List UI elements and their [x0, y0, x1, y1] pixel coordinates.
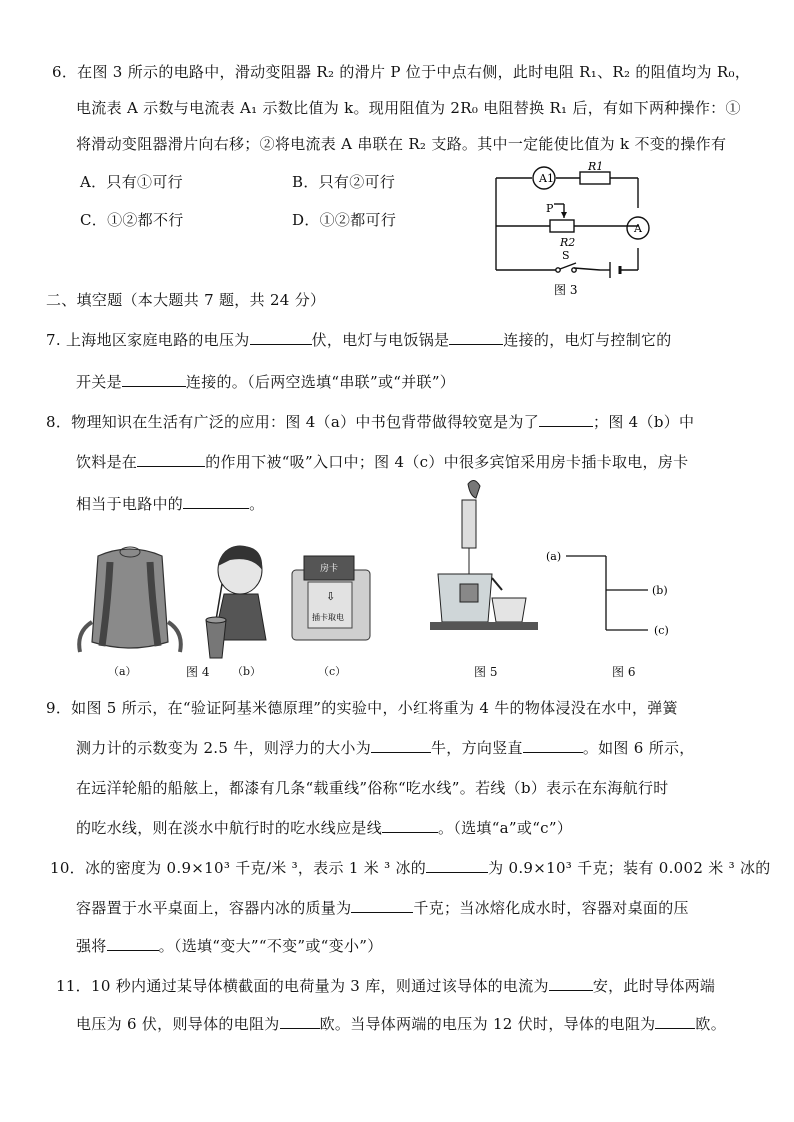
q8-text-3a: 相当于电路中的 [76, 495, 184, 513]
ammeter-a-label: A [634, 222, 642, 235]
r2-label: R2 [560, 236, 576, 249]
q7-text-1a: 7. 上海地区家庭电路的电压为 [46, 331, 250, 349]
archimedes-apparatus-image [430, 478, 540, 634]
fig4-caption: 图 4 [186, 665, 210, 679]
q11-text-2b: 欧。当导体两端的电压为 12 伏时，导体的电阻为 [319, 1015, 656, 1033]
q7-line-2 [76, 372, 455, 392]
q9-line-1: 9．如图 5 所示，在“验证阿基米德原理”的实验中，小红将重为 4 牛的物体浸没在水中，弹簧 [46, 699, 678, 717]
fig3-caption: 图 3 [554, 283, 578, 297]
answer-blank[interactable] [107, 936, 159, 951]
q8-line-1 [46, 412, 694, 432]
q6-option-d: D．①②都可行 [292, 211, 397, 229]
q8-text-3b: 。 [249, 495, 265, 513]
answer-blank[interactable] [250, 330, 312, 345]
q6-line-3: 将滑动变阻器滑片向右移；②将电流表 A 串联在 R₂ 支路。其中一定能使比值为 k 不变的操作有 [76, 135, 727, 153]
q8-line-2 [76, 452, 688, 472]
q8-line-3 [76, 494, 264, 514]
q10-text-1a: 10．冰的密度为 0.9×10³ 千克/米 ³，表示 1 米 ³ 冰的 [50, 859, 427, 877]
answer-blank[interactable] [523, 738, 583, 753]
answer-blank[interactable] [371, 738, 431, 753]
fig5-caption: 图 5 [474, 665, 498, 679]
q6-line-1: 6．在图 3 所示的电路中，滑动变阻器 R₂ 的滑片 P 位于中点右侧，此时电阻 R₁、R₂ 的阻值均为 R₀， [52, 63, 751, 81]
line-a-label: (a) [546, 550, 562, 563]
q11-text-1b: 安，此时导体两端 [592, 977, 716, 995]
fig4-c-label: （c） [318, 665, 347, 678]
q9-line-3: 在远洋轮船的船舷上，都漆有几条“载重线”俗称“吃水线”。若线（b）表示在东海航行时 [76, 779, 669, 797]
q9-text-4a: 的吃水线，则在淡水中航行时的吃水线应是线 [76, 819, 383, 837]
card-label: 房卡 [320, 564, 339, 574]
q11-text-1a: 11．10 秒内通过某导体横截面的电荷量为 3 库，则通过该导体的电流为 [56, 977, 549, 995]
answer-blank[interactable] [137, 452, 205, 467]
q7-text-2b: 连接的。（后两空选填“串联”或“并联”） [185, 373, 456, 391]
answer-blank[interactable] [539, 412, 593, 427]
q10-text-3a: 强将 [76, 937, 107, 955]
q11-line-2 [76, 1014, 726, 1034]
q9-text-2c: 。如图 6 所示， [582, 739, 695, 757]
fig4-a-label: （a） [108, 665, 137, 678]
line-c-label: (c) [654, 624, 669, 637]
q7-text-1b: 伏，电灯与电饭锅是 [311, 331, 450, 349]
boy-drinking-image [200, 540, 276, 664]
q11-text-2a: 电压为 6 伏，则导体的电阻为 [76, 1015, 280, 1033]
fig4-b-label: （b） [232, 665, 262, 678]
q9-line-4 [76, 818, 572, 838]
q9-line-2 [76, 738, 695, 758]
q7-line-1 [46, 330, 672, 350]
q10-line-3 [76, 936, 383, 956]
q10-text-2a: 容器置于水平桌面上，容器内冰的质量为 [76, 899, 352, 917]
answer-blank[interactable] [280, 1014, 320, 1029]
circuit-diagram-fig3 [488, 160, 724, 300]
q8-text-2a: 饮料是在 [76, 453, 138, 471]
q8-text-1a: 8．物理知识在生活有广泛的应用：图 4（a）中书包背带做得较宽是为了 [46, 413, 540, 431]
q11-line-1 [56, 976, 715, 996]
q9-text-2a: 测力计的示数变为 2.5 牛，则浮力的大小为 [76, 739, 371, 757]
r1-label: R1 [588, 160, 604, 173]
line-b-label: (b) [652, 584, 668, 597]
answer-blank[interactable] [382, 818, 438, 833]
load-lines-diagram [540, 544, 680, 644]
answer-blank[interactable] [449, 330, 503, 345]
q7-text-1c: 连接的，电灯与控制它的 [503, 331, 672, 349]
backpack-image [70, 542, 190, 664]
ammeter-a1-label: A1 [539, 172, 554, 185]
q6-option-b: B．只有②可行 [292, 173, 396, 191]
q10-line-2 [76, 898, 689, 918]
answer-blank[interactable] [122, 372, 186, 387]
q6-line-2: 电流表 A 示数与电流表 A₁ 示数比值为 k。现用阻值为 2R₀ 电阻替换 R₁ 后，有如下两种操作：① [76, 99, 741, 117]
q10-line-1 [50, 858, 771, 878]
q9-text-4b: 。（选填“a”或“c”） [438, 819, 573, 837]
answer-blank[interactable] [183, 494, 249, 509]
answer-blank[interactable] [655, 1014, 695, 1029]
q8-text-1b: ；图 4（b）中 [593, 413, 695, 431]
answer-blank[interactable] [351, 898, 413, 913]
section-2-heading: 二、填空题（本大题共 7 题，共 24 分） [46, 291, 326, 309]
q9-text-2b: 牛，方向竖直 [431, 739, 523, 757]
q7-text-2a: 开关是 [76, 373, 122, 391]
q8-text-2b: 的作用下被“吸”入口中；图 4（c）中很多宾馆采用房卡插卡取电，房卡 [205, 453, 689, 471]
q6-option-c: C．①②都不行 [80, 211, 184, 229]
q10-text-2b: 千克；当冰熔化成水时，容器对桌面的压 [413, 899, 689, 917]
answer-blank[interactable] [426, 858, 488, 873]
arrow-down-icon: ⇩ [326, 590, 336, 603]
answer-blank[interactable] [549, 976, 593, 991]
card-slot-label: 插卡取电 [312, 613, 344, 622]
slider-p-label: P [546, 202, 554, 215]
q6-option-a: A．只有①可行 [80, 173, 183, 191]
switch-s-label: S [562, 249, 570, 262]
q11-text-2c: 欧。 [695, 1015, 727, 1033]
q10-text-1b: 为 0.9×10³ 千克；装有 0.002 米 ³ 冰的 [488, 859, 771, 877]
card-slot-image [290, 552, 372, 642]
q10-text-3b: 。（选填“变大”“不变”或“变小”） [158, 937, 383, 955]
fig6-caption: 图 6 [612, 665, 636, 679]
